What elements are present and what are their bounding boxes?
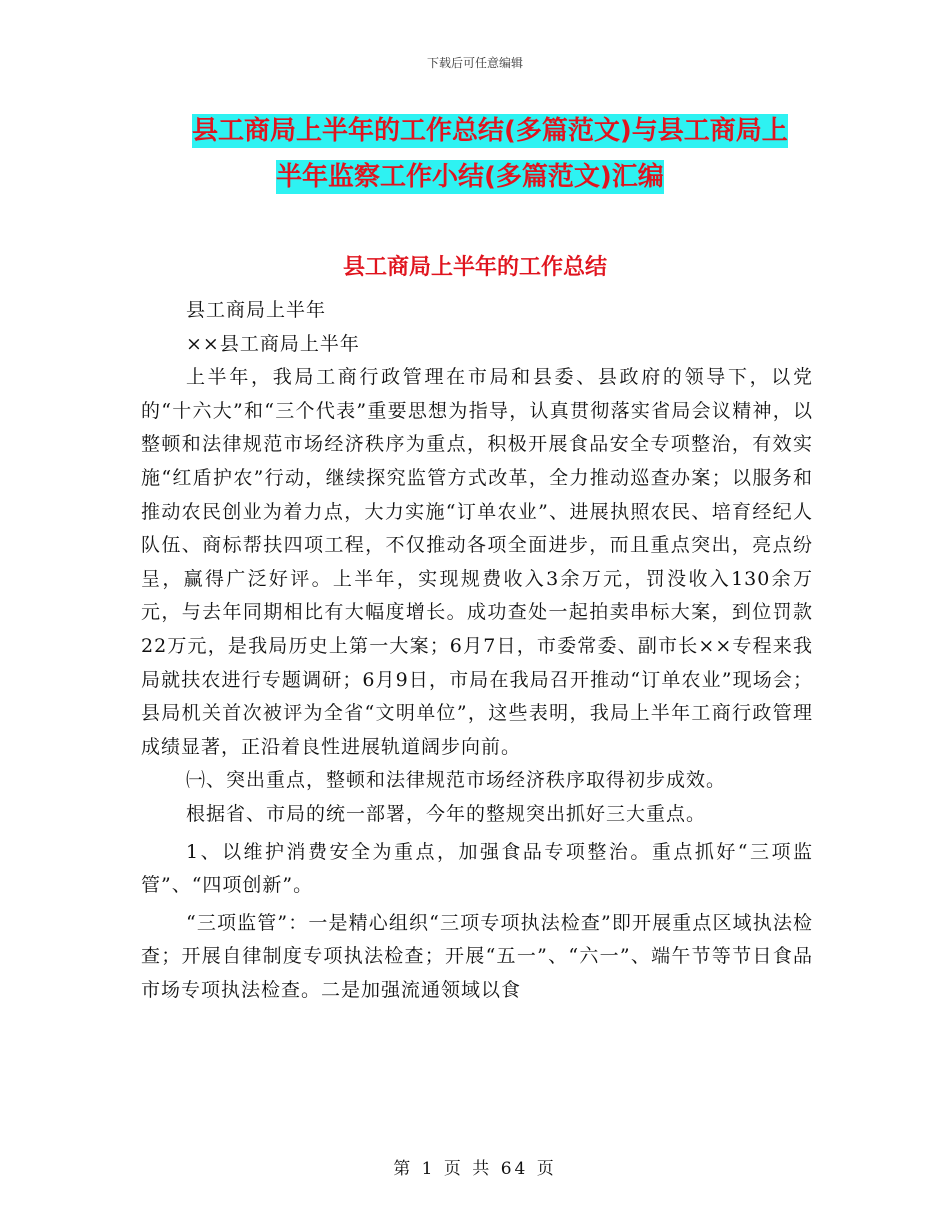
- paragraph: 县工商局上半年: [186, 299, 327, 321]
- body-text: [141, 294, 813, 1007]
- paragraph: “三项监管”：一是精心组织“三项专项执法检查”即开展重点区域执法检查；开展自律制度专项执法检查；开展“五一”、“六一”、端午节等节日食品市场专项执法检查。二是加强流通领域以食: [141, 911, 813, 1001]
- paragraph: ××县工商局上半年: [186, 332, 360, 355]
- document-title-line-1: 县工商局上半年的工作总结(多篇范文)与县工商局上: [192, 116, 788, 146]
- paragraph: 根据省、市局的统一部署，今年的整规突出抓好三大重点。: [186, 802, 707, 825]
- document-title-line-2: 半年监察工作小结(多篇范文)汇编: [276, 162, 664, 192]
- paragraph: ㈠、突出重点，整顿和法律规范市场经济秩序取得初步成效。: [186, 769, 727, 792]
- header-note: 下载后可任意编辑: [426, 56, 523, 70]
- page-number: 第 1 页 共 64 页: [393, 1159, 557, 1179]
- document-title: [150, 108, 810, 200]
- paragraph: 上半年，我局工商行政管理在市局和县委、县政府的领导下，以党的“十六大”和“三个代表”重要思想为指导，认真贯彻落实省局会议精神，以整顿和法律规范市场经济秩序为重点，积极开展食品安全专项整治，有效实施“红盾护农”行动，继续探究监管方式改革，全力推动巡查办案；以服务和推动农民创业为着力点，大力实施“订单农业”、进展执照农民、培育经纪人队伍、商标帮扶四项工程，不仅推动各项全面进步，而且重点突出，亮点纷呈，赢得广泛好评。上半年，实现规费收入3余万元，罚没收入130余万元，与去年同期相比有大幅度增长。成功查处一起拍卖串标大案，到位罚款22万元，是我局历史上第一大案；6月7日，市委常委、副市长××专程来我局就扶农进行专题调研；6月9日，市局在我局召开推动“订单农业”现场会；县局机关首次被评为全省“文明单位”，这些表明，我局上半年工商行政管理成绩显著，正沿着良性进展轨道阔步向前。: [141, 366, 813, 758]
- paragraph: 1、以维护消费安全为重点，加强食品专项整治。重点抓好“三项监管”、“四项创新”。: [141, 840, 813, 897]
- section-title: 县工商局上半年的工作总结: [342, 255, 607, 280]
